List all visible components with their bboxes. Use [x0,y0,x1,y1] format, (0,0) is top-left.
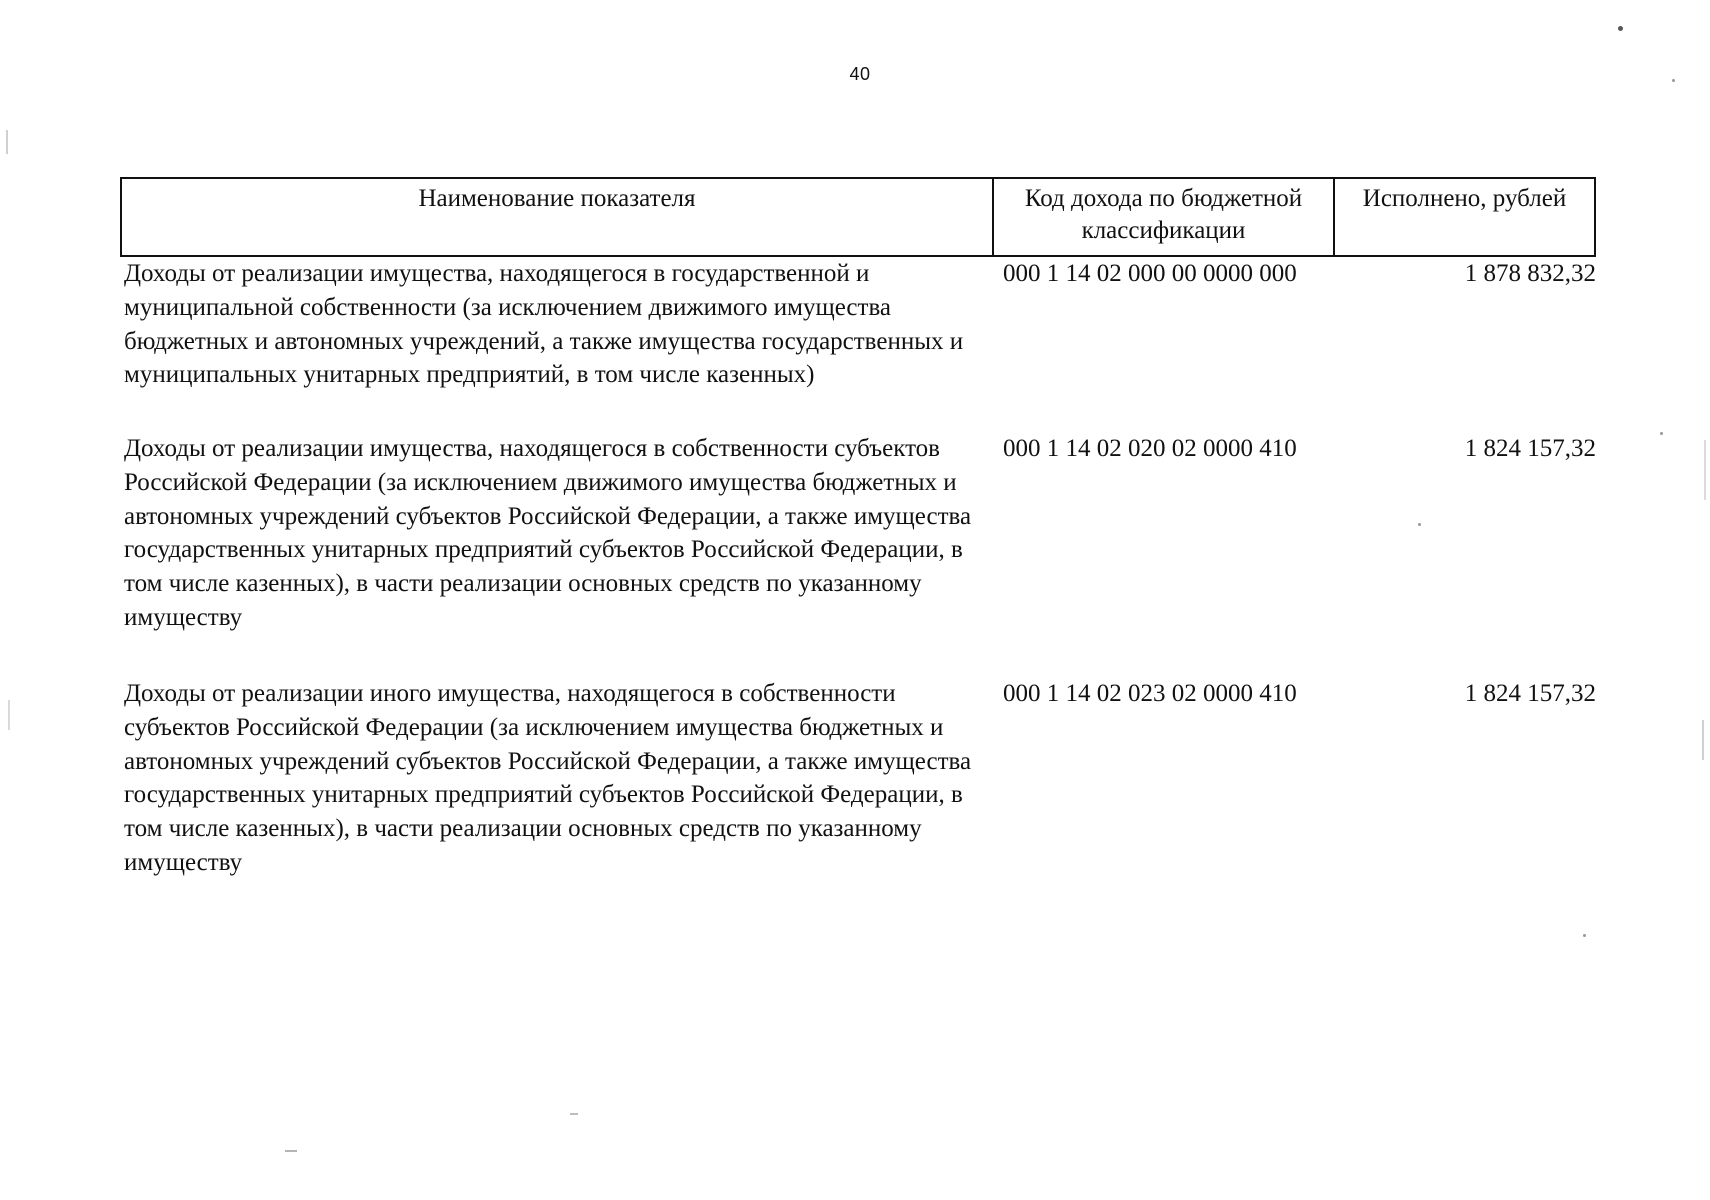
scan-speck [1660,432,1663,435]
scan-speck [1418,523,1421,526]
scan-speck [570,1113,578,1115]
header-income-code: Код дохода по бюджетной классификации [994,179,1335,255]
page-number: 40 [849,64,871,84]
row-executed-amount: 1 824 157,32 [1464,435,1596,462]
row-indicator-name: Доходы от реализации имущества, находящегося в государственной и муниципальной собственности (за исключением движимого имущества бюджетных и автономных учреждений, а также имущества государственных и муниципальных унитарных предприятий, в том числе казенных) [124,260,964,389]
scan-speck [6,130,8,154]
scan-speck [1672,79,1675,82]
header-indicator-name: Наименование показателя [122,179,994,255]
scan-speck [1702,720,1704,760]
row-income-code: 000 1 14 02 000 00 0000 000 [1003,260,1297,287]
row-income-code: 000 1 14 02 023 02 0000 410 [1003,680,1297,707]
header-executed-amount: Исполнено, рублей [1362,185,1567,212]
scan-speck [1704,440,1706,500]
row-income-code: 000 1 14 02 020 02 0000 410 [1003,435,1297,462]
scan-speck [1618,26,1623,31]
row-indicator-name: Доходы от реализации иного имущества, находящегося в собственности субъектов Российской Федерации (за исключением имущества бюджетных и автономных учреждений субъектов Российской Федерации, а также имущества государственных унитарных предприятий субъектов Российской Федерации, в том числе казенных), в части реализации основных средств по указанному имуществу [124,680,972,876]
table-header [120,177,1596,257]
row-indicator-name: Доходы от реализации имущества, находящегося в собственности субъектов Российской Федерации (за исключением движимого имущества бюджетных и автономных учреждений субъектов Российской Федерации, а также имущества государственных унитарных предприятий субъектов Российской Федерации, в том числе казенных), в части реализации основных средств по указанному имуществу [124,435,972,631]
row-executed-amount: 1 824 157,32 [1464,680,1596,707]
row-executed-amount: 1 878 832,32 [1464,260,1596,287]
scan-speck [1583,934,1586,937]
scan-speck [8,700,10,730]
scan-speck [285,1150,297,1152]
